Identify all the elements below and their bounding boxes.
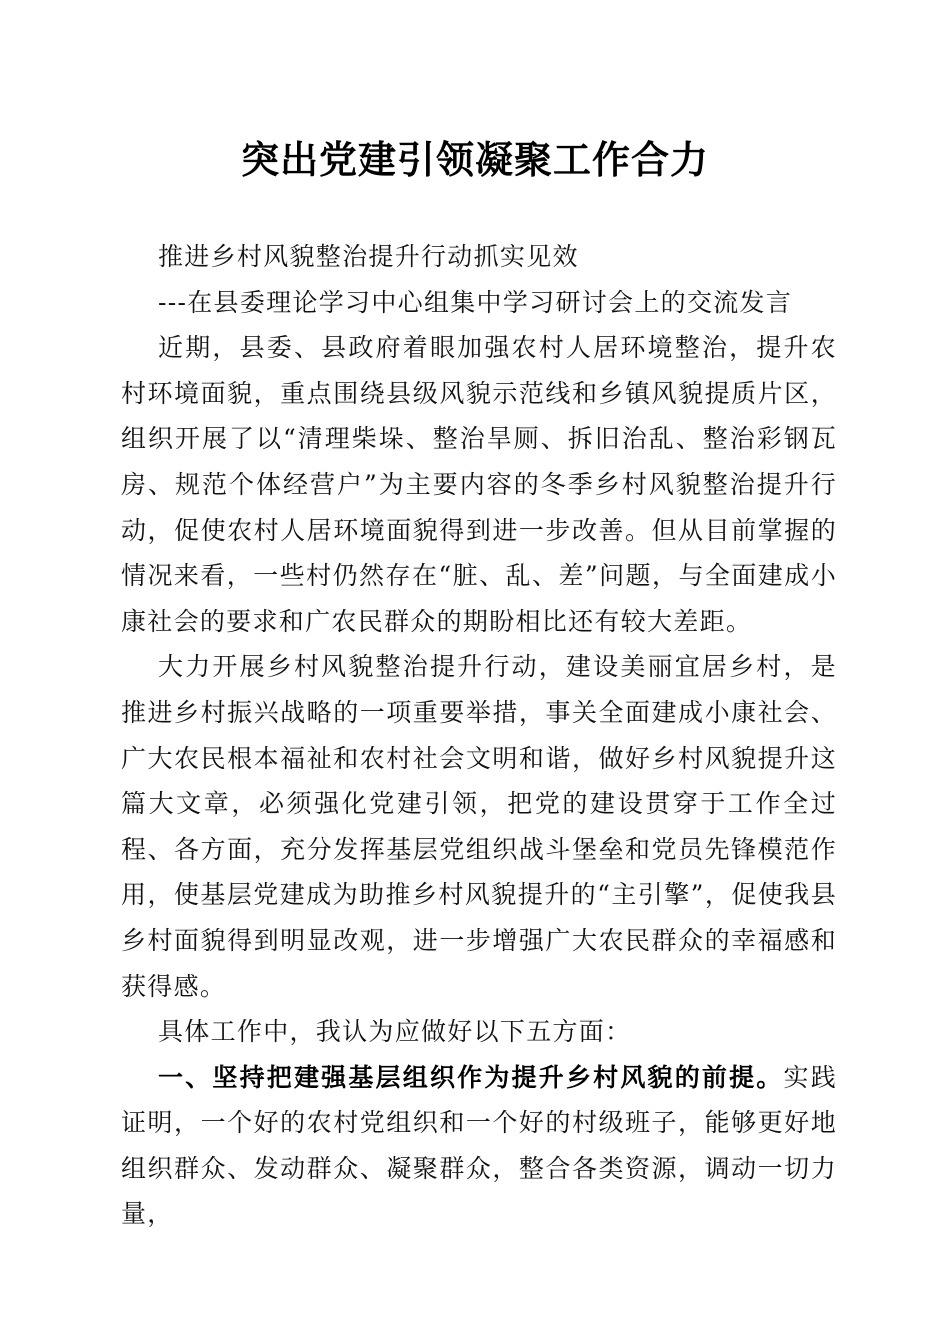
section-one-paragraph [121, 1055, 837, 1237]
subheading-line: ---在县委理论学习中心组集中学习研讨会上的交流发言 [158, 287, 793, 317]
paragraph-five-aspects: 具体工作中，我认为应做好以下五方面： [158, 1017, 632, 1047]
document-title: 突出党建引领凝聚工作合力 [240, 137, 709, 182]
section-one-heading: 一、坚持把建强基层组织作为提升乡村风貌的前提。 [158, 1062, 784, 1092]
paragraph-significance: 大力开展乡村风貌整治提升行动，建设美丽宜居乡村，是推进乡村振兴战略的一项重要举措，事关全面建成小康社会、广大农民根本福祉和农村社会文明和谐，做好乡村风貌提升这篇大文章，必须强化党建引领，把党的建设贯穿于工作全过程、各方面，充分发挥基层党组织战斗堡垒和党员先锋模范作用，使基层党建成为助推乡村风貌提升的“主引擎”，促使我县乡村面貌得到明显改观，进一步增强广大农民群众的幸福感和获得感。 [121, 652, 837, 1001]
section-one-text: 实践证明，一个好的农村党组织和一个好的村级班子，能够更好地组织群众、发动群众、凝聚群众，整合各类资源，调动一切力量， [121, 1062, 837, 1229]
subtitle-line: 推进乡村风貌整治提升行动抓实见效 [158, 242, 579, 271]
document-body [121, 234, 837, 1237]
paragraph-intro: 近期，县委、县政府着眼加强农村人居环境整治，提升农村环境面貌，重点围绕县级风貌示范线和乡镇风貌提质片区，组织开展了以“清理柴垛、整治旱厕、拆旧治乱、整治彩钢瓦房、规范个体经营户”为主要内容的冬季乡村风貌整治提升行动，促使农村人居环境面貌得到进一步改善。但从目前掌握的情况来看，一些村仍然存在“脏、乱、差”问题，与全面建成小康社会的要求和广农民群众的期盼相比还有较大差距。 [121, 333, 837, 636]
